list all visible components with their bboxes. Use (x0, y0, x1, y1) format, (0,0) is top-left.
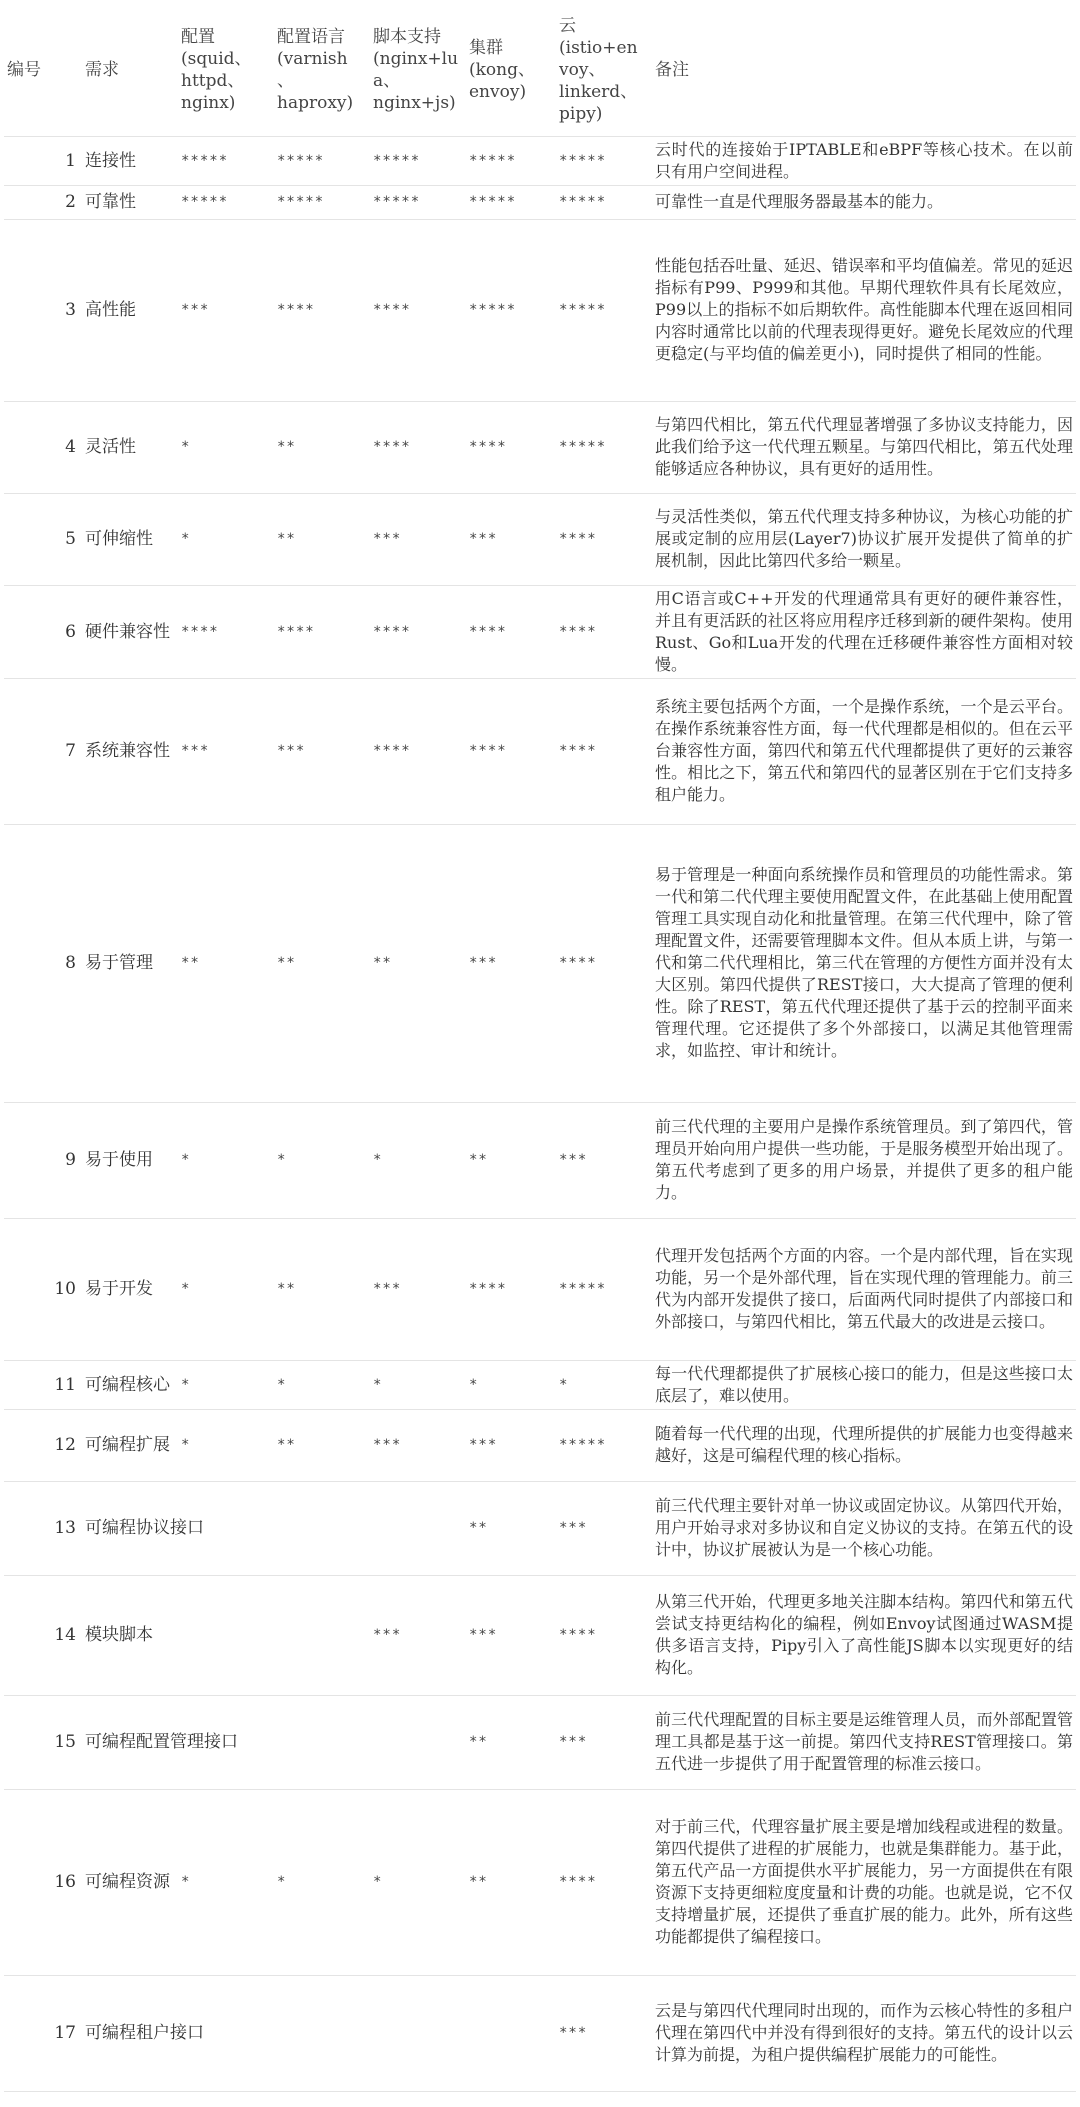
rating-config-language: ** (274, 1409, 370, 1481)
row-note: 前三代代理的主要用户是操作系统管理员。到了第四代，管理员开始向用户提供一些功能，于是服务模型开始出现了。第五代考虑到了更多的用户场景，并提供了更多的租户能力。 (652, 1102, 1076, 1218)
row-id: 16 (4, 1789, 82, 1975)
rating-script-support: * (370, 1360, 466, 1409)
row-requirement: 可伸缩性 (82, 493, 178, 585)
header-cloud (556, 4, 652, 136)
row-id: 15 (4, 1695, 82, 1789)
rating-cloud: ***** (556, 1218, 652, 1360)
table-row (4, 219, 1076, 401)
header-cluster (466, 4, 556, 136)
rating-cluster: ***** (466, 136, 556, 185)
rating-cloud: ***** (556, 1409, 652, 1481)
rating-script-support: **** (370, 678, 466, 824)
rating-config: ** (178, 824, 274, 1102)
row-requirement: 易于管理 (82, 824, 178, 1102)
rating-cloud: **** (556, 824, 652, 1102)
header-config-text: 配置 (squid、 httpd、 nginx) (181, 26, 252, 113)
row-id: 5 (4, 493, 82, 585)
rating-config-language: * (274, 1789, 370, 1975)
row-requirement: 可编程核心 (82, 1360, 178, 1409)
table-row (4, 678, 1076, 824)
rating-config-language: * (274, 1102, 370, 1218)
rating-config: * (178, 493, 274, 585)
row-id: 8 (4, 824, 82, 1102)
rating-script-support: ***** (370, 185, 466, 219)
rating-config: **** (178, 585, 274, 678)
rating-cluster: ** (466, 1102, 556, 1218)
header-script-support-text: 脚本支持 (nginx+lu a、 nginx+js) (373, 26, 459, 113)
table-row (4, 824, 1076, 1102)
rating-config-language: ** (274, 824, 370, 1102)
row-requirement: 硬件兼容性 (82, 585, 178, 678)
rating-cluster: **** (466, 585, 556, 678)
row-requirement: 可编程配置管理接口 (82, 1695, 178, 1789)
row-id: 13 (4, 1481, 82, 1575)
table-row (4, 585, 1076, 678)
table-row (4, 1481, 1076, 1575)
rating-config-language: ***** (274, 136, 370, 185)
rating-config-language: *** (274, 678, 370, 824)
row-id: 3 (4, 219, 82, 401)
row-id: 17 (4, 1975, 82, 2091)
rating-config-language (274, 1481, 370, 1575)
rating-cluster: *** (466, 1409, 556, 1481)
header-id: 编号 (4, 4, 82, 136)
rating-script-support: ***** (370, 136, 466, 185)
rating-cloud: **** (556, 1789, 652, 1975)
rating-script-support: * (370, 1102, 466, 1218)
rating-cloud: ***** (556, 136, 652, 185)
header-notes: 备注 (652, 4, 1076, 136)
table-row (4, 1789, 1076, 1975)
rating-script-support: *** (370, 1218, 466, 1360)
row-requirement: 可编程租户接口 (82, 1975, 178, 2091)
row-id: 4 (4, 401, 82, 493)
row-note: 云时代的连接始于IPTABLE和eBPF等核心技术。在以前只有用户空间进程。 (652, 136, 1076, 185)
row-requirement: 模块脚本 (82, 1575, 178, 1695)
rating-cloud: **** (556, 493, 652, 585)
rating-script-support (370, 1975, 466, 2091)
table-row (4, 401, 1076, 493)
table-row (4, 1975, 1076, 2091)
rating-config-language: ** (274, 401, 370, 493)
rating-script-support: **** (370, 401, 466, 493)
rating-config-language: ** (274, 493, 370, 585)
rating-cloud: **** (556, 1575, 652, 1695)
row-note: 对于前三代，代理容量扩展主要是增加线程或进程的数量。第四代提供了进程的扩展能力，也就是集群能力。基于此，第五代产品一方面提供水平扩展能力，另一方面提供在有限资源下支持更细粒度度量和计费的功能。也就是说，它不仅支持增量扩展，还提供了垂直扩展的能力。此外，所有这些功能都提供了编程接口。 (652, 1789, 1076, 1975)
rating-config-language (274, 1975, 370, 2091)
rating-script-support: *** (370, 1409, 466, 1481)
row-note: 每一代代理都提供了扩展核心接口的能力，但是这些接口太底层了，难以使用。 (652, 1360, 1076, 1409)
rating-cloud: ***** (556, 185, 652, 219)
rating-config: * (178, 1102, 274, 1218)
rating-script-support (370, 1695, 466, 1789)
rating-config-language: ***** (274, 185, 370, 219)
row-id: 11 (4, 1360, 82, 1409)
rating-cluster: ** (466, 1695, 556, 1789)
rating-cloud: *** (556, 1481, 652, 1575)
row-requirement: 易于使用 (82, 1102, 178, 1218)
header-script-support (370, 4, 466, 136)
table-row (4, 136, 1076, 185)
header-cloud-text: 云 (istio+en voy、 linkerd、 pipy) (559, 15, 638, 124)
header-requirement: 需求 (82, 4, 178, 136)
rating-config: * (178, 1409, 274, 1481)
row-id: 1 (4, 136, 82, 185)
rating-script-support: ** (370, 824, 466, 1102)
table-row (4, 1218, 1076, 1360)
row-note: 性能包括吞吐量、延迟、错误率和平均值偏差。常见的延迟指标有P99、P999和其他。早期代理软件具有长尾效应，P99以上的指标不如后期软件。高性能脚本代理在返回相同内容时通常比以前的代理表现得更好。避免长尾效应的代理更稳定(与平均值的偏差更小)，同时提供了相同的性能。 (652, 219, 1076, 401)
rating-config-language: **** (274, 219, 370, 401)
row-id: 14 (4, 1575, 82, 1695)
rating-config (178, 1575, 274, 1695)
row-note: 与灵活性类似，第五代代理支持多种协议，为核心功能的扩展或定制的应用层(Layer7)协议扩展开发提供了简单的扩展机制，因此比第四代多给一颗星。 (652, 493, 1076, 585)
rating-cluster: ***** (466, 185, 556, 219)
row-requirement: 连接性 (82, 136, 178, 185)
row-note: 可靠性一直是代理服务器最基本的能力。 (652, 185, 1076, 219)
rating-script-support (370, 1481, 466, 1575)
rating-cluster: **** (466, 1218, 556, 1360)
rating-config: *** (178, 219, 274, 401)
rating-cluster: ***** (466, 219, 556, 401)
header-row (4, 4, 1076, 136)
row-note: 系统主要包括两个方面，一个是操作系统，一个是云平台。在操作系统兼容性方面，每一代代理都是相似的。但在云平台兼容性方面，第四代和第五代代理都提供了更好的云兼容性。相比之下，第五代和第四代的显著区别在于它们支持多租户能力。 (652, 678, 1076, 824)
proxy-generation-table (4, 4, 1076, 2092)
row-id: 7 (4, 678, 82, 824)
row-note: 用C语言或C++开发的代理通常具有更好的硬件兼容性，并且有更活跃的社区将应用程序迁移到新的硬件架构。使用Rust、Go和Lua开发的代理在迁移硬件兼容性方面相对较慢。 (652, 585, 1076, 678)
rating-config: * (178, 1218, 274, 1360)
row-id: 2 (4, 185, 82, 219)
rating-cloud: *** (556, 1975, 652, 2091)
row-id: 10 (4, 1218, 82, 1360)
row-requirement: 可编程协议接口 (82, 1481, 178, 1575)
rating-cluster: * (466, 1360, 556, 1409)
row-requirement: 系统兼容性 (82, 678, 178, 824)
rating-config-language (274, 1695, 370, 1789)
row-note: 与第四代相比，第五代代理显著增强了多协议支持能力，因此我们给予这一代代理五颗星。与第四代相比，第五代处理能够适应各种协议，具有更好的适用性。 (652, 401, 1076, 493)
rating-config-language: **** (274, 585, 370, 678)
header-config-language (274, 4, 370, 136)
rating-cluster: *** (466, 824, 556, 1102)
rating-cloud: **** (556, 678, 652, 824)
row-requirement: 高性能 (82, 219, 178, 401)
rating-cloud: ***** (556, 219, 652, 401)
row-note: 随着每一代代理的出现，代理所提供的扩展能力也变得越来越好，这是可编程代理的核心指标。 (652, 1409, 1076, 1481)
rating-config: *** (178, 678, 274, 824)
row-note: 前三代代理主要针对单一协议或固定协议。从第四代开始，用户开始寻求对多协议和自定义协议的支持。在第五代的设计中，协议扩展被认为是一个核心功能。 (652, 1481, 1076, 1575)
rating-config: * (178, 1360, 274, 1409)
rating-script-support: **** (370, 219, 466, 401)
rating-config-language (274, 1575, 370, 1695)
row-note: 云是与第四代代理同时出现的，而作为云核心特性的多租户代理在第四代中并没有得到很好的支持。第五代的设计以云计算为前提，为租户提供编程扩展能力的可能性。 (652, 1975, 1076, 2091)
rating-config: * (178, 401, 274, 493)
header-cluster-text: 集群 (kong、 envoy) (469, 37, 535, 102)
rating-cluster: **** (466, 401, 556, 493)
row-id: 9 (4, 1102, 82, 1218)
table-row (4, 1360, 1076, 1409)
row-requirement: 可靠性 (82, 185, 178, 219)
row-note: 代理开发包括两个方面的内容。一个是内部代理，旨在实现功能，另一个是外部代理，旨在实现代理的管理能力。前三代为内部开发提供了接口，后面两代同时提供了内部接口和外部接口，与第四代相比，第五代最大的改进是云接口。 (652, 1218, 1076, 1360)
table-row (4, 493, 1076, 585)
rating-config: * (178, 1789, 274, 1975)
rating-config-language: * (274, 1360, 370, 1409)
row-requirement: 可编程扩展 (82, 1409, 178, 1481)
row-note: 从第三代开始，代理更多地关注脚本结构。第四代和第五代尝试支持更结构化的编程，例如Envoy试图通过WASM提供多语言支持，Pipy引入了高性能JS脚本以实现更好的结构化。 (652, 1575, 1076, 1695)
row-note: 易于管理是一种面向系统操作员和管理员的功能性需求。第一代和第二代代理主要使用配置文件，在此基础上使用配置管理工具实现自动化和批量管理。在第三代代理中，除了管理配置文件，还需要管理脚本文件。但从本质上讲，与第一代和第二代代理相比，第三代在管理的方便性方面并没有太大区别。第四代提供了REST接口，大大提高了管理的便利性。除了REST，第五代代理还提供了基于云的控制平面来管理代理。它还提供了多个外部接口，以满足其他管理需求，如监控、审计和统计。 (652, 824, 1076, 1102)
rating-cluster: **** (466, 678, 556, 824)
rating-cloud: **** (556, 585, 652, 678)
table-row (4, 185, 1076, 219)
row-id: 6 (4, 585, 82, 678)
row-requirement: 易于开发 (82, 1218, 178, 1360)
table-row (4, 1575, 1076, 1695)
rating-cluster: ** (466, 1481, 556, 1575)
rating-script-support: *** (370, 1575, 466, 1695)
row-note: 前三代代理配置的目标主要是运维管理人员，而外部配置管理工具都是基于这一前提。第四代支持REST管理接口。第五代进一步提供了用于配置管理的标准云接口。 (652, 1695, 1076, 1789)
table-row (4, 1409, 1076, 1481)
rating-cloud: ***** (556, 401, 652, 493)
rating-cluster: *** (466, 1575, 556, 1695)
rating-config: ***** (178, 185, 274, 219)
rating-config-language: ** (274, 1218, 370, 1360)
row-requirement: 可编程资源 (82, 1789, 178, 1975)
row-requirement: 灵活性 (82, 401, 178, 493)
rating-cloud: * (556, 1360, 652, 1409)
row-id: 12 (4, 1409, 82, 1481)
rating-script-support: * (370, 1789, 466, 1975)
rating-cluster (466, 1975, 556, 2091)
header-config-language-text: 配置语言 (varnish 、 haproxy) (277, 26, 354, 113)
rating-script-support: *** (370, 493, 466, 585)
rating-config: ***** (178, 136, 274, 185)
header-config (178, 4, 274, 136)
rating-script-support: **** (370, 585, 466, 678)
rating-cluster: ** (466, 1789, 556, 1975)
table-row (4, 1695, 1076, 1789)
table-row (4, 1102, 1076, 1218)
rating-cluster: *** (466, 493, 556, 585)
rating-cloud: *** (556, 1102, 652, 1218)
rating-cloud: *** (556, 1695, 652, 1789)
